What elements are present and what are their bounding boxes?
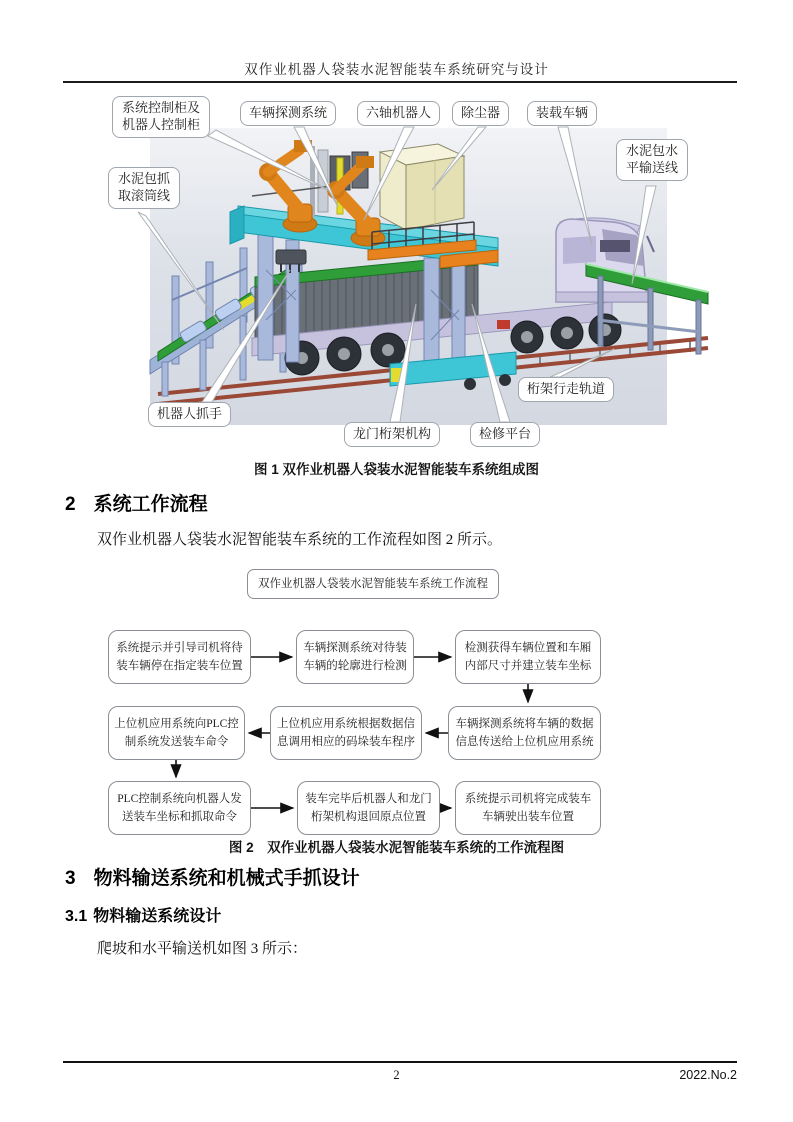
running-head-title: 双作业机器人袋装水泥智能装车系统研究与设计 [244,62,549,77]
page-number: 2 [393,1068,400,1082]
section2-paragraph: 双作业机器人袋装水泥智能装车系统的工作流程如图 2 所示。 [97,532,503,548]
flow-box-drive-out: 系统提示司机将完成装车车辆驶出装车位置 [455,781,601,835]
footer-divider [63,1061,737,1063]
callout-truss-rail: 桁架行走轨道 [518,377,614,402]
section3-1-heading [65,903,221,926]
flow-box-contour-detect: 车辆探测系统对待装车辆的轮廓进行检测 [296,630,414,684]
section3-1-number: 3.1 [65,908,88,925]
section2-heading [65,489,208,516]
figure-1 [0,90,793,480]
callout-control-cabinet: 系统控制柜及机器人控制柜 [112,96,210,138]
figure2-caption: 图 2 双作业机器人袋装水泥智能装车系统的工作流程图 [228,840,565,855]
section2-number: 2 [65,494,76,515]
section3-1-title: 物料输送系统设计 [93,908,222,925]
section3-heading [65,863,360,890]
callout-gantry-mechanism: 龙门桁架机构 [344,422,440,447]
issue-number: 2022.No.2 [679,1068,737,1082]
flow-box-plc-to-robot: PLC控制系统向机器人发送装车坐标和抓取命令 [108,781,251,835]
flow-box-guide-driver: 系统提示并引导司机将待装车辆停在指定装车位置 [108,630,251,684]
callout-horizontal-conveyor: 水泥包水平输送线 [616,139,688,181]
figure-2-flowchart [100,560,620,860]
callout-six-axis-robot: 六轴机器人 [357,101,440,126]
callout-robot-gripper: 机器人抓手 [148,402,231,427]
figure1-caption: 图 1 双作业机器人袋装水泥智能装车系统组成图 [253,462,539,477]
flow-title-box: 双作业机器人袋装水泥智能装车系统工作流程 [247,569,499,599]
flow-box-send-plc-command: 上位机应用系统向PLC控制系统发送装车命令 [108,706,245,760]
section2-title: 系统工作流程 [93,494,208,515]
section3-number: 3 [65,868,76,889]
section3-1-paragraph: 爬坡和水平输送机如图 3 所示： [97,941,308,957]
section3-title: 物料输送系统和机械式手抓设计 [93,868,360,889]
callout-vehicle-detection: 车辆探测系统 [240,101,336,126]
header-divider [63,81,737,83]
flow-box-send-data-host: 车辆探测系统将车辆的数据信息传送给上位机应用系统 [448,706,601,760]
flow-box-return-origin: 装车完毕后机器人和龙门桁架机构退回原点位置 [297,781,440,835]
flow-box-call-program: 上位机应用系统根据数据信息调用相应的码垛装车程序 [270,706,422,760]
callout-loading-vehicle: 装载车辆 [527,101,597,126]
callout-dust-collector: 除尘器 [452,101,509,126]
callout-maintenance-platform: 检修平台 [470,422,540,447]
callout-grab-roller-line: 水泥包抓取滚筒线 [108,167,180,209]
flow-box-build-coordinates: 检测获得车辆位置和车厢内部尺寸并建立装车坐标 [455,630,601,684]
